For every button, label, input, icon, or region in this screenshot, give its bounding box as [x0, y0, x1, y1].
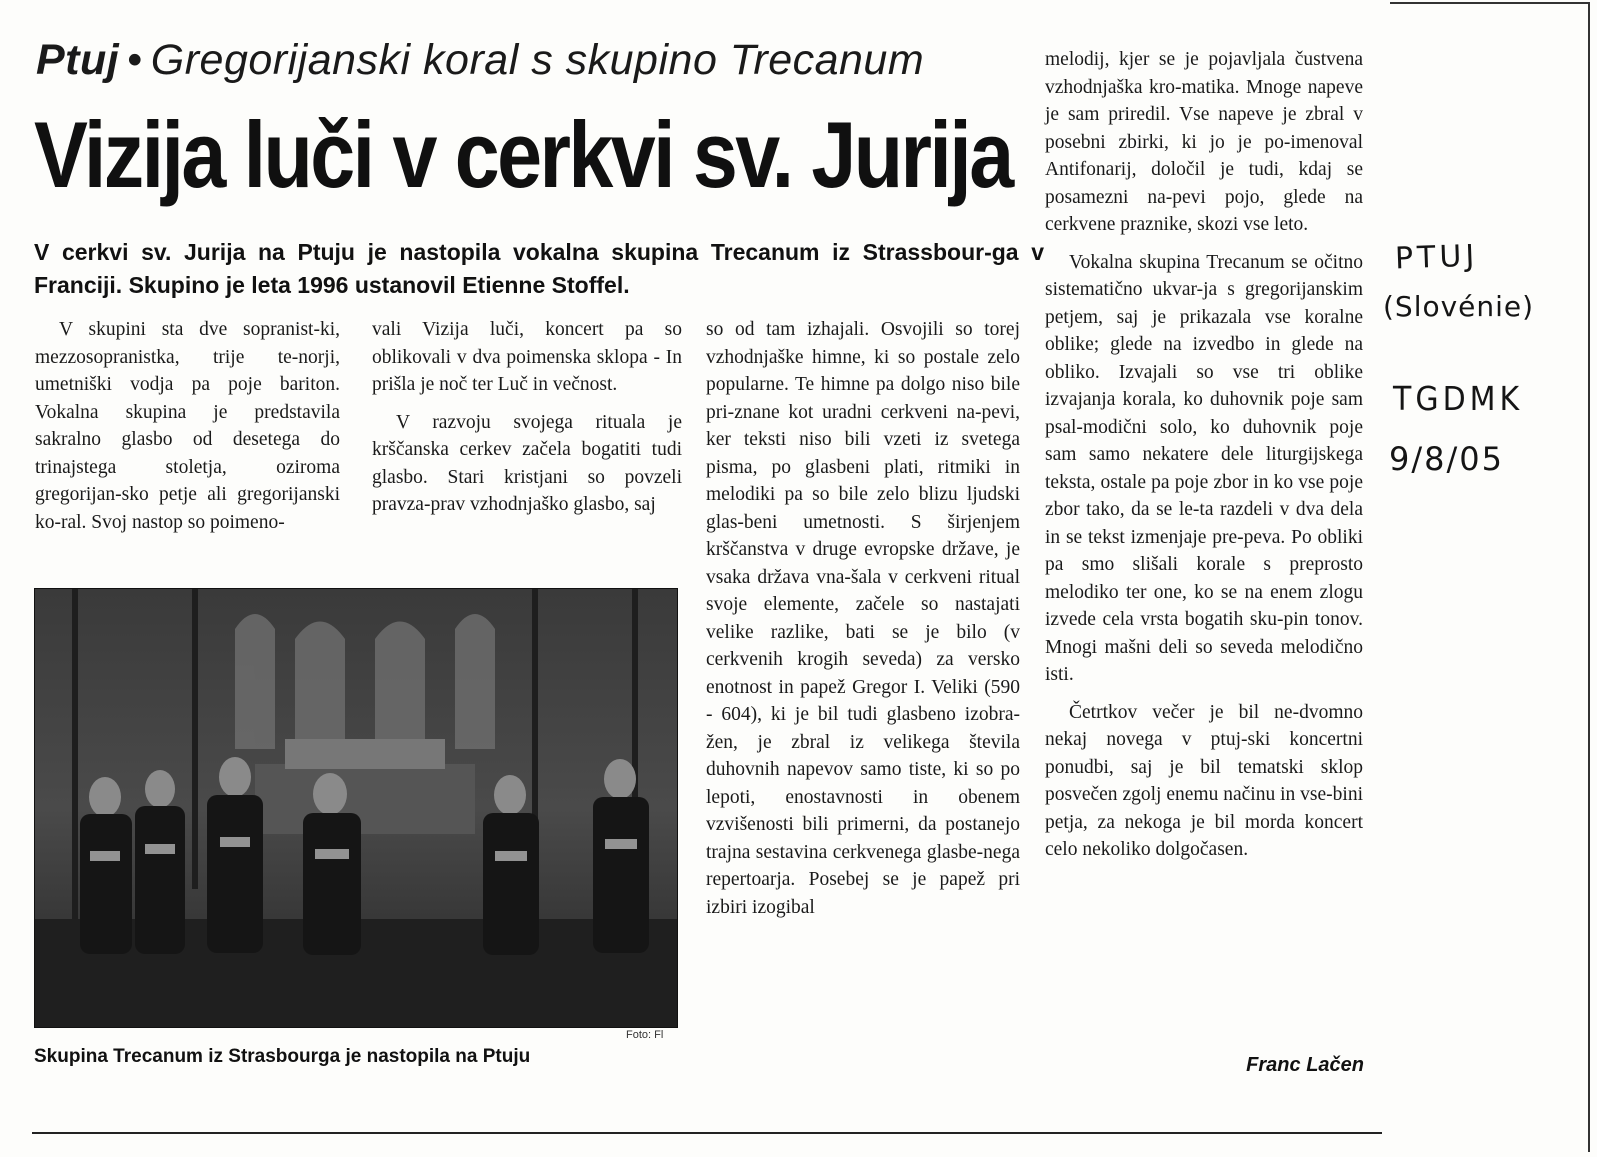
- choir-photo-illustration: [35, 589, 677, 1027]
- text-column-4: [1045, 46, 1363, 864]
- paragraph: V razvoju svojega rituala je krščanska cerkev začela bogatiti tudi glasbo. Stari kristjani so povzeli pravza-prav vzhodnjaško glasbo, saj: [372, 411, 682, 515]
- photo-credit: Foto: Fl: [626, 1029, 664, 1041]
- kicker-bullet: •: [127, 36, 143, 84]
- scan-border-right: [1588, 2, 1590, 1152]
- paragraph: so od tam izhajali. Osvojili so torej vzhodnjaške himne, ki so postale zelo popularne. Te himne pa dolgo niso bile pri-znane kot uradni cerkveni na-pevi, ker teksti niso bili vzeti iz svetega pisma, po glasbeni plati, ritmiki in melodiki pa so bile zelo blizu ljudski glas-beni umetnosti. S širjenjem krščanstva v druge evropske države, je vsaka država vna-šala v cerkveni ritual svoje elemente, začele so nastajati velike razlike, bati se je bilo (v cerkvenih krogih seveda) za versko enotnost in papež Gregor I. Veliki (590 - 604), ki je bil tudi glasbeno izobra-žen, je zbral iz velikega števila duhovnih napevov samo tiste, ki so po lepoti, enostavnosti in obenem vzvišenosti bili primerni, da postanejo trajna sestavina cerkvenega glasbe-nega repertoarja. Posebej se je papež pri izbiri izogibal: [706, 319, 1020, 918]
- choir-photo: [34, 588, 678, 1028]
- author-byline: Franc Lačen: [1246, 1054, 1364, 1076]
- kicker-place: Ptuj: [36, 36, 120, 84]
- text-column-3: [706, 316, 1020, 1126]
- photo-caption: Skupina Trecanum iz Strasbourga je nastopila na Ptuju: [34, 1046, 531, 1067]
- kicker-subtitle: Gregorijanski koral s skupino Trecanum: [150, 36, 925, 84]
- article-headline: Vizija luči v cerkvi sv. Jurija: [34, 102, 1012, 207]
- handwritten-note-country: (Slovénie): [1383, 290, 1535, 323]
- paragraph: Vokalna skupina Trecanum se očitno sistematično ukvar-ja s gregorijanskim petjem, saj je prikazala vse koralne oblike; glede na izvedbo in glede na obliko. Izvajali so vse tri oblike izvajanja korala, ko duhovnik poje sam psal-modični solo, ko duhovnik poje sam samo nekatere dele liturgijskega teksta, ostale pa poje zbor in ko vse poje zbor tako, da se le-ta razdeli v dva dela in se tekst izmenjaje pre-peva. Po obliki pa smo slišali korale s preprosto melodiko ter one, ko se na enem zlogu izvede cela vrsta bogatih sku-pin tonov. Mnogi mašni deli so seveda melodično isti.: [1045, 251, 1363, 685]
- bottom-rule: [32, 1132, 1382, 1134]
- paragraph: melodij, kjer se je pojavljala čustvena vzhodnjaška kro-matika. Mnoge napeve je sam priredil. Vse napeve je zbral v posebni zbirki, ki jo je po-imenoval Antifonarij, določil je tudi, kdaj se posamezni na-pevi pojo, glede na cerkvene praznike, skozi vse leto.: [1045, 49, 1363, 235]
- handwritten-note-code: TGDMK: [1393, 380, 1524, 419]
- paragraph: vali Vizija luči, koncert pa so oblikovali v dva poimenska sklopa - In prišla je noč ter Luč in večnost.: [372, 319, 682, 395]
- handwritten-note-date: 9/8/05: [1389, 440, 1504, 478]
- paragraph: Četrtkov večer je bil ne-dvomno nekaj novega v ptuj-ski koncertni ponudbi, saj je bil tematski sklop posvečen zgolj enemu načinu in vse-bini petja, za nekoga je bil morda koncert celo nekoliko dolgočasen.: [1045, 701, 1363, 860]
- text-column-1: [35, 316, 340, 536]
- article-lead: V cerkvi sv. Jurija na Ptuju je nastopila vokalna skupina Trecanum iz Strassbour-ga v Franciji. Skupino je leta 1996 ustanovil Etienne Stoffel.: [34, 239, 1044, 298]
- paragraph: V skupini sta dve sopranist-ki, mezzosopranistka, trije te-norji, umetniški vodja pa poje bariton. Vokalna skupina je predstavila sakralno glasbo od desetega do trinajstega stoletja, oziroma gregorijan-sko petje ali gregorijanski ko-ral. Svoj nastop so poimeno-: [35, 319, 340, 533]
- article-kicker: [36, 36, 1036, 85]
- scan-border-top: [1390, 2, 1590, 4]
- text-column-2: [372, 316, 682, 519]
- handwritten-note-place: PTUJ: [1394, 238, 1479, 277]
